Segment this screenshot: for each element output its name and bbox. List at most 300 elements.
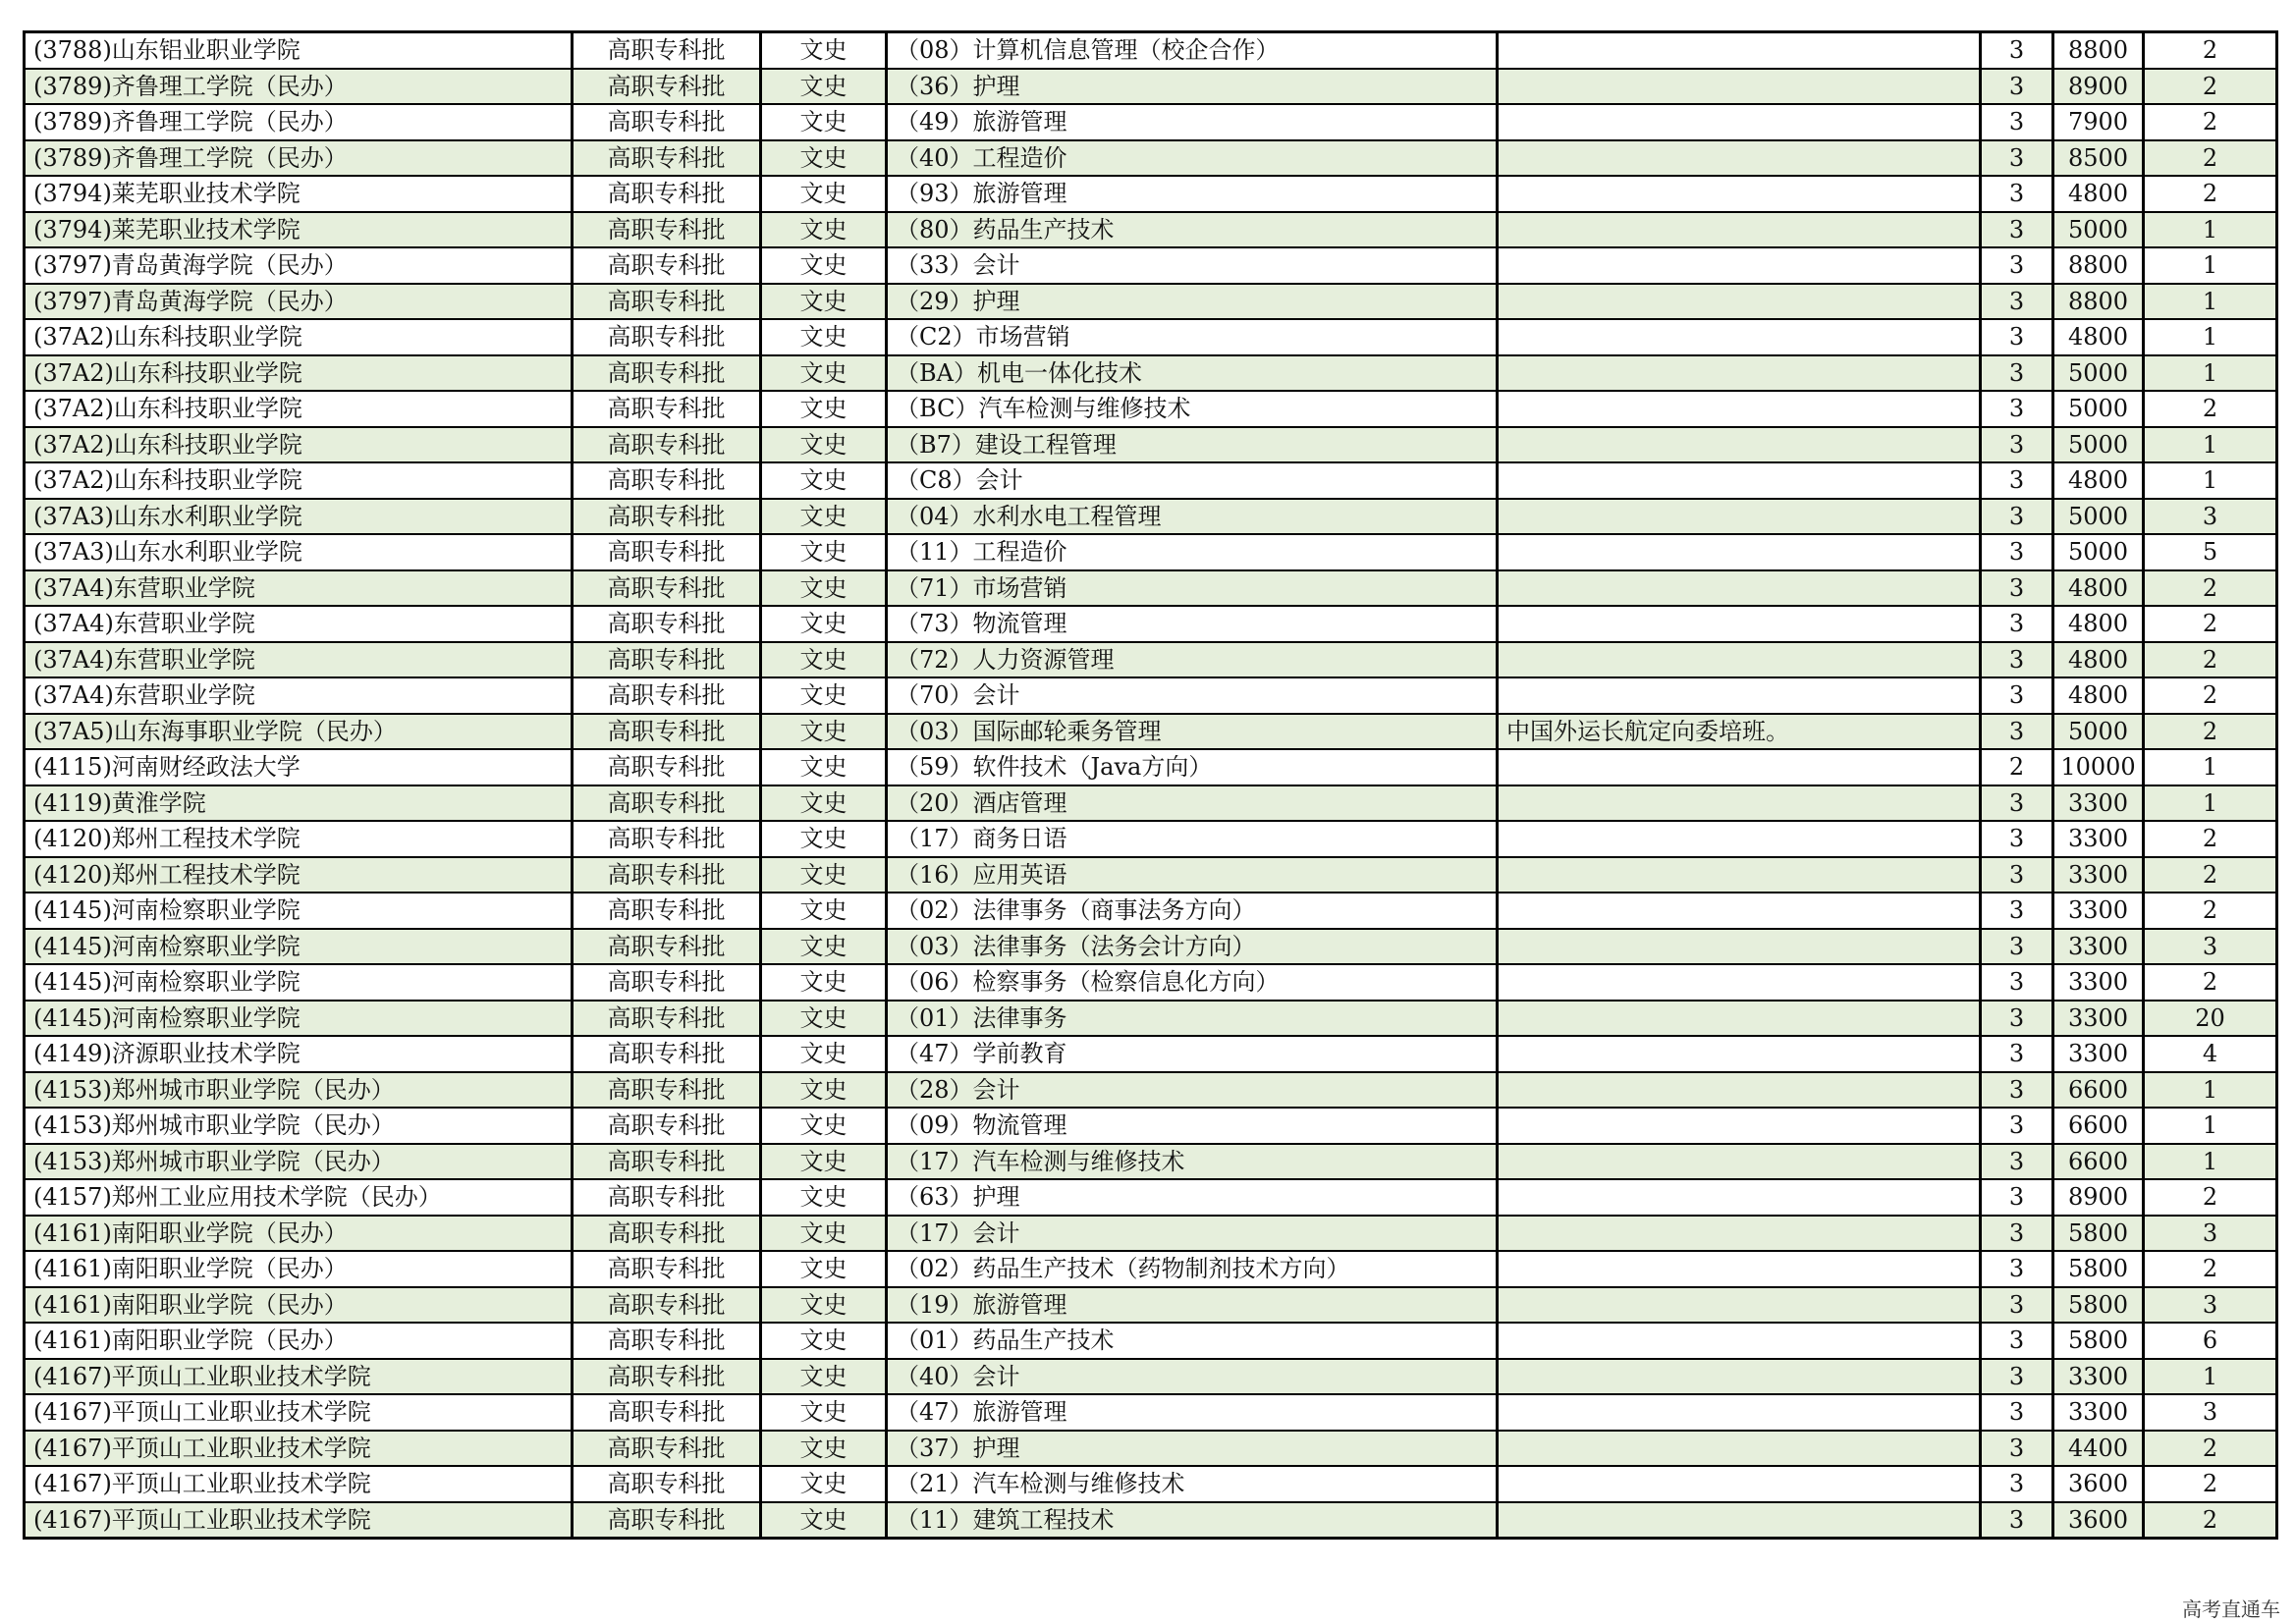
years-cell: 3 [1981,857,2053,893]
major-cell: （01）法律事务 [887,1001,1498,1037]
category-cell: 文史 [761,32,887,69]
school-cell: (4161)南阳职业学院（民办） [25,1216,573,1252]
table-row [25,1251,2277,1287]
note-cell [1498,677,1981,714]
years-cell: 3 [1981,1036,2053,1072]
category-cell: 文史 [761,319,887,355]
table-row [25,677,2277,714]
fee-cell: 3300 [2053,785,2144,822]
batch-cell: 高职专科批 [573,821,761,857]
note-cell [1498,176,1981,212]
major-cell: （29）护理 [887,284,1498,320]
category-cell: 文史 [761,1036,887,1072]
years-cell: 3 [1981,1179,2053,1216]
major-cell: （73）物流管理 [887,606,1498,642]
batch-cell: 高职专科批 [573,857,761,893]
table-row [25,1144,2277,1180]
count-cell: 1 [2144,1144,2277,1180]
count-cell: 2 [2144,570,2277,607]
batch-cell: 高职专科批 [573,140,761,177]
category-cell: 文史 [761,893,887,929]
fee-cell: 8900 [2053,1179,2144,1216]
years-cell: 2 [1981,749,2053,785]
batch-cell: 高职专科批 [573,893,761,929]
category-cell: 文史 [761,499,887,535]
school-cell: (4153)郑州城市职业学院（民办） [25,1108,573,1144]
school-cell: (4119)黄淮学院 [25,785,573,822]
school-cell: (4153)郑州城市职业学院（民办） [25,1072,573,1109]
note-cell [1498,821,1981,857]
fee-cell: 8900 [2053,69,2144,105]
category-cell: 文史 [761,1144,887,1180]
count-cell: 3 [2144,929,2277,965]
table-row [25,929,2277,965]
table-row [25,534,2277,570]
category-cell: 文史 [761,677,887,714]
major-cell: （28）会计 [887,1072,1498,1109]
fee-cell: 4800 [2053,176,2144,212]
count-cell: 2 [2144,1466,2277,1502]
batch-cell: 高职专科批 [573,427,761,463]
major-cell: （BA）机电一体化技术 [887,355,1498,392]
note-cell: 中国外运长航定向委培班。 [1498,714,1981,750]
batch-cell: 高职专科批 [573,677,761,714]
school-cell: (4161)南阳职业学院（民办） [25,1323,573,1359]
years-cell: 3 [1981,1287,2053,1324]
note-cell [1498,391,1981,427]
school-cell: (4167)平顶山工业职业技术学院 [25,1466,573,1502]
note-cell [1498,606,1981,642]
major-cell: （16）应用英语 [887,857,1498,893]
major-cell: （80）药品生产技术 [887,212,1498,248]
major-cell: （06）检察事务（检察信息化方向） [887,964,1498,1001]
fee-cell: 4800 [2053,642,2144,678]
count-cell: 1 [2144,749,2277,785]
school-cell: (4145)河南检察职业学院 [25,1001,573,1037]
note-cell [1498,857,1981,893]
school-cell: (4145)河南检察职业学院 [25,893,573,929]
table-row [25,499,2277,535]
count-cell: 2 [2144,714,2277,750]
note-cell [1498,1359,1981,1395]
fee-cell: 10000 [2053,749,2144,785]
count-cell: 2 [2144,104,2277,140]
major-cell: （17）汽车检测与维修技术 [887,1144,1498,1180]
table-body [25,32,2277,1539]
major-cell: （02）药品生产技术（药物制剂技术方向） [887,1251,1498,1287]
table-row [25,104,2277,140]
batch-cell: 高职专科批 [573,534,761,570]
school-cell: (37A2)山东科技职业学院 [25,319,573,355]
school-cell: (37A2)山东科技职业学院 [25,391,573,427]
years-cell: 3 [1981,1431,2053,1467]
count-cell: 3 [2144,1394,2277,1431]
fee-cell: 4800 [2053,570,2144,607]
count-cell: 2 [2144,140,2277,177]
major-cell: （03）法律事务（法务会计方向） [887,929,1498,965]
table-row [25,1001,2277,1037]
fee-cell: 3300 [2053,1036,2144,1072]
table-row [25,247,2277,284]
fee-cell: 3300 [2053,929,2144,965]
table-row [25,391,2277,427]
count-cell: 2 [2144,964,2277,1001]
category-cell: 文史 [761,176,887,212]
note-cell [1498,499,1981,535]
category-cell: 文史 [761,1359,887,1395]
school-cell: (37A2)山东科技职业学院 [25,462,573,499]
school-cell: (4115)河南财经政法大学 [25,749,573,785]
category-cell: 文史 [761,1072,887,1109]
category-cell: 文史 [761,1108,887,1144]
major-cell: （11）建筑工程技术 [887,1502,1498,1539]
school-cell: (37A4)东营职业学院 [25,570,573,607]
major-cell: （04）水利水电工程管理 [887,499,1498,535]
note-cell [1498,570,1981,607]
fee-cell: 8800 [2053,247,2144,284]
school-cell: (3794)莱芜职业技术学院 [25,176,573,212]
school-cell: (37A4)东营职业学院 [25,677,573,714]
count-cell: 3 [2144,1287,2277,1324]
major-cell: （93）旅游管理 [887,176,1498,212]
batch-cell: 高职专科批 [573,1144,761,1180]
years-cell: 3 [1981,69,2053,105]
count-cell: 1 [2144,1359,2277,1395]
note-cell [1498,247,1981,284]
years-cell: 3 [1981,1394,2053,1431]
major-cell: （17）商务日语 [887,821,1498,857]
table-row [25,284,2277,320]
category-cell: 文史 [761,929,887,965]
school-cell: (37A2)山东科技职业学院 [25,355,573,392]
category-cell: 文史 [761,427,887,463]
table-row [25,355,2277,392]
school-cell: (4167)平顶山工业职业技术学院 [25,1394,573,1431]
table-row [25,1466,2277,1502]
school-cell: (4145)河南检察职业学院 [25,929,573,965]
note-cell [1498,1179,1981,1216]
years-cell: 3 [1981,714,2053,750]
note-cell [1498,964,1981,1001]
batch-cell: 高职专科批 [573,964,761,1001]
fee-cell: 3300 [2053,964,2144,1001]
major-cell: （70）会计 [887,677,1498,714]
fee-cell: 5800 [2053,1216,2144,1252]
school-cell: (3789)齐鲁理工学院（民办） [25,104,573,140]
count-cell: 2 [2144,1502,2277,1539]
years-cell: 3 [1981,1072,2053,1109]
fee-cell: 8800 [2053,284,2144,320]
major-cell: （47）学前教育 [887,1036,1498,1072]
count-cell: 3 [2144,1216,2277,1252]
count-cell: 5 [2144,534,2277,570]
major-cell: （C2）市场营销 [887,319,1498,355]
category-cell: 文史 [761,821,887,857]
batch-cell: 高职专科批 [573,1216,761,1252]
years-cell: 3 [1981,176,2053,212]
school-cell: (4167)平顶山工业职业技术学院 [25,1431,573,1467]
batch-cell: 高职专科批 [573,462,761,499]
years-cell: 3 [1981,570,2053,607]
fee-cell: 4800 [2053,462,2144,499]
note-cell [1498,1287,1981,1324]
note-cell [1498,534,1981,570]
fee-cell: 5000 [2053,499,2144,535]
batch-cell: 高职专科批 [573,212,761,248]
school-cell: (4120)郑州工程技术学院 [25,821,573,857]
fee-cell: 5000 [2053,212,2144,248]
table-row [25,319,2277,355]
years-cell: 3 [1981,1359,2053,1395]
major-cell: （08）计算机信息管理（校企合作） [887,32,1498,69]
category-cell: 文史 [761,714,887,750]
fee-cell: 3600 [2053,1502,2144,1539]
batch-cell: 高职专科批 [573,714,761,750]
years-cell: 3 [1981,964,2053,1001]
category-cell: 文史 [761,1179,887,1216]
major-cell: （09）物流管理 [887,1108,1498,1144]
fee-cell: 3300 [2053,1359,2144,1395]
count-cell: 1 [2144,1108,2277,1144]
batch-cell: 高职专科批 [573,1359,761,1395]
table-row [25,176,2277,212]
batch-cell: 高职专科批 [573,355,761,392]
fee-cell: 5000 [2053,391,2144,427]
school-cell: (37A4)东营职业学院 [25,606,573,642]
batch-cell: 高职专科批 [573,32,761,69]
category-cell: 文史 [761,1251,887,1287]
major-cell: （21）汽车检测与维修技术 [887,1466,1498,1502]
batch-cell: 高职专科批 [573,1287,761,1324]
table-row [25,714,2277,750]
category-cell: 文史 [761,964,887,1001]
category-cell: 文史 [761,247,887,284]
major-cell: （03）国际邮轮乘务管理 [887,714,1498,750]
fee-cell: 4800 [2053,319,2144,355]
batch-cell: 高职专科批 [573,247,761,284]
note-cell [1498,785,1981,822]
years-cell: 3 [1981,391,2053,427]
batch-cell: 高职专科批 [573,1323,761,1359]
major-cell: （36）护理 [887,69,1498,105]
count-cell: 2 [2144,1431,2277,1467]
years-cell: 3 [1981,1144,2053,1180]
fee-cell: 3300 [2053,821,2144,857]
batch-cell: 高职专科批 [573,176,761,212]
note-cell [1498,1323,1981,1359]
count-cell: 1 [2144,462,2277,499]
count-cell: 1 [2144,1072,2277,1109]
batch-cell: 高职专科批 [573,1431,761,1467]
table-row [25,212,2277,248]
table-row [25,140,2277,177]
major-cell: （37）护理 [887,1431,1498,1467]
count-cell: 2 [2144,1251,2277,1287]
count-cell: 1 [2144,355,2277,392]
years-cell: 3 [1981,284,2053,320]
table-row [25,749,2277,785]
note-cell [1498,69,1981,105]
note-cell [1498,1502,1981,1539]
batch-cell: 高职专科批 [573,69,761,105]
fee-cell: 5800 [2053,1251,2144,1287]
years-cell: 3 [1981,499,2053,535]
count-cell: 2 [2144,821,2277,857]
batch-cell: 高职专科批 [573,1108,761,1144]
school-cell: (4161)南阳职业学院（民办） [25,1287,573,1324]
count-cell: 2 [2144,642,2277,678]
note-cell [1498,427,1981,463]
major-cell: （C8）会计 [887,462,1498,499]
school-cell: (4167)平顶山工业职业技术学院 [25,1359,573,1395]
batch-cell: 高职专科批 [573,1179,761,1216]
note-cell [1498,1251,1981,1287]
table-row [25,1502,2277,1539]
note-cell [1498,32,1981,69]
table-row [25,606,2277,642]
school-cell: (4153)郑州城市职业学院（民办） [25,1144,573,1180]
table-row [25,821,2277,857]
batch-cell: 高职专科批 [573,1001,761,1037]
years-cell: 3 [1981,1108,2053,1144]
batch-cell: 高职专科批 [573,1466,761,1502]
count-cell: 2 [2144,32,2277,69]
batch-cell: 高职专科批 [573,749,761,785]
count-cell: 2 [2144,857,2277,893]
note-cell [1498,1108,1981,1144]
category-cell: 文史 [761,104,887,140]
table-row [25,1216,2277,1252]
count-cell: 4 [2144,1036,2277,1072]
years-cell: 3 [1981,642,2053,678]
count-cell: 2 [2144,893,2277,929]
major-cell: （33）会计 [887,247,1498,284]
school-cell: (4157)郑州工业应用技术学院（民办） [25,1179,573,1216]
table-row [25,1179,2277,1216]
major-cell: （B7）建设工程管理 [887,427,1498,463]
note-cell [1498,212,1981,248]
note-cell [1498,1144,1981,1180]
note-cell [1498,140,1981,177]
fee-cell: 4800 [2053,677,2144,714]
fee-cell: 4800 [2053,606,2144,642]
table-row [25,964,2277,1001]
school-cell: (37A4)东营职业学院 [25,642,573,678]
note-cell [1498,1001,1981,1037]
category-cell: 文史 [761,570,887,607]
note-cell [1498,642,1981,678]
years-cell: 3 [1981,319,2053,355]
batch-cell: 高职专科批 [573,606,761,642]
fee-cell: 3300 [2053,893,2144,929]
batch-cell: 高职专科批 [573,284,761,320]
batch-cell: 高职专科批 [573,104,761,140]
note-cell [1498,893,1981,929]
category-cell: 文史 [761,140,887,177]
years-cell: 3 [1981,534,2053,570]
fee-cell: 3300 [2053,857,2144,893]
fee-cell: 7900 [2053,104,2144,140]
note-cell [1498,104,1981,140]
major-cell: （71）市场营销 [887,570,1498,607]
watermark: 高考直通车 [2182,1597,2280,1621]
years-cell: 3 [1981,677,2053,714]
note-cell [1498,1466,1981,1502]
years-cell: 3 [1981,1466,2053,1502]
table-row [25,1359,2277,1395]
fee-cell: 3600 [2053,1466,2144,1502]
note-cell [1498,1216,1981,1252]
school-cell: (4167)平顶山工业职业技术学院 [25,1502,573,1539]
fee-cell: 6600 [2053,1108,2144,1144]
years-cell: 3 [1981,1502,2053,1539]
note-cell [1498,1072,1981,1109]
years-cell: 3 [1981,1251,2053,1287]
table-row [25,857,2277,893]
batch-cell: 高职专科批 [573,1394,761,1431]
school-cell: (4149)济源职业技术学院 [25,1036,573,1072]
count-cell: 20 [2144,1001,2277,1037]
batch-cell: 高职专科批 [573,1036,761,1072]
school-cell: (3797)青岛黄海学院（民办） [25,284,573,320]
category-cell: 文史 [761,355,887,392]
count-cell: 1 [2144,319,2277,355]
major-cell: （40）会计 [887,1359,1498,1395]
fee-cell: 3300 [2053,1001,2144,1037]
count-cell: 3 [2144,499,2277,535]
category-cell: 文史 [761,1323,887,1359]
fee-cell: 3300 [2053,1394,2144,1431]
count-cell: 6 [2144,1323,2277,1359]
school-cell: (4145)河南检察职业学院 [25,964,573,1001]
major-cell: （20）酒店管理 [887,785,1498,822]
category-cell: 文史 [761,606,887,642]
fee-cell: 5800 [2053,1323,2144,1359]
years-cell: 3 [1981,785,2053,822]
major-cell: （72）人力资源管理 [887,642,1498,678]
table-row [25,1036,2277,1072]
school-cell: (3789)齐鲁理工学院（民办） [25,140,573,177]
count-cell: 2 [2144,677,2277,714]
category-cell: 文史 [761,462,887,499]
years-cell: 3 [1981,1001,2053,1037]
table-row [25,893,2277,929]
fee-cell: 6600 [2053,1072,2144,1109]
years-cell: 3 [1981,929,2053,965]
batch-cell: 高职专科批 [573,1072,761,1109]
fee-cell: 8800 [2053,32,2144,69]
years-cell: 3 [1981,140,2053,177]
school-cell: (3788)山东铝业职业学院 [25,32,573,69]
table-row [25,462,2277,499]
category-cell: 文史 [761,857,887,893]
category-cell: 文史 [761,1001,887,1037]
category-cell: 文史 [761,1502,887,1539]
major-cell: （17）会计 [887,1216,1498,1252]
count-cell: 1 [2144,247,2277,284]
note-cell [1498,284,1981,320]
note-cell [1498,1036,1981,1072]
major-cell: （47）旅游管理 [887,1394,1498,1431]
school-cell: (3794)莱芜职业技术学院 [25,212,573,248]
category-cell: 文史 [761,534,887,570]
school-cell: (37A2)山东科技职业学院 [25,427,573,463]
table-row [25,427,2277,463]
years-cell: 3 [1981,355,2053,392]
table-row [25,1431,2277,1467]
batch-cell: 高职专科批 [573,785,761,822]
years-cell: 3 [1981,212,2053,248]
